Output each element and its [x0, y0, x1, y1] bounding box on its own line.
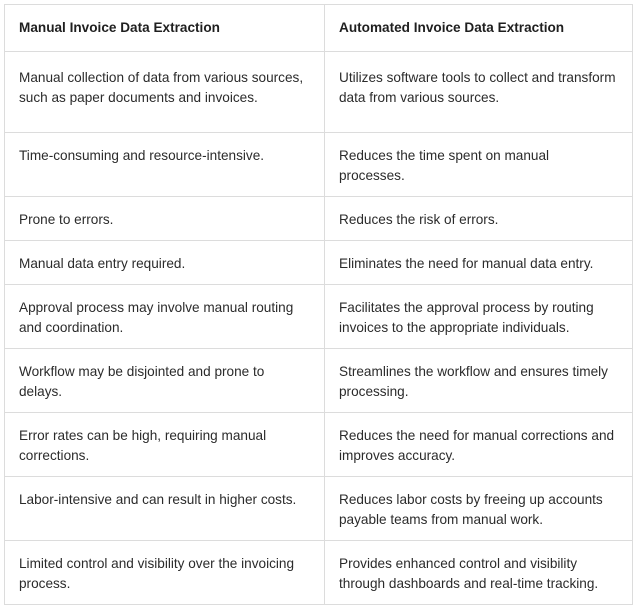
cell-text: Reduces the time spent on manual processes.: [339, 148, 550, 183]
cell-text: Workflow may be disjointed and prone to delays.: [19, 364, 265, 399]
cell-automated: [325, 349, 633, 413]
cell-text: Manual collection of data from various sources, such as paper documents and invoices.: [19, 70, 304, 105]
cell-manual: [5, 541, 325, 605]
header-manual: [5, 5, 325, 52]
cell-text: Streamlines the workflow and ensures timely processing.: [339, 364, 608, 399]
cell-text: Manual data entry required.: [19, 256, 186, 271]
table-row: [5, 285, 633, 349]
cell-text: Facilitates the approval process by routing invoices to the appropriate individuals.: [339, 300, 594, 335]
table-row: [5, 477, 633, 541]
cell-automated: [325, 133, 633, 197]
cell-manual: [5, 52, 325, 133]
cell-text: Labor-intensive and can result in higher costs.: [19, 492, 297, 507]
header-row: [5, 5, 633, 52]
header-automated: [325, 5, 633, 52]
cell-text: Utilizes software tools to collect and transform data from various sources.: [339, 70, 616, 105]
cell-text: Reduces the need for manual corrections and improves accuracy.: [339, 428, 615, 463]
cell-manual: [5, 241, 325, 285]
cell-automated: [325, 541, 633, 605]
table-row: [5, 197, 633, 241]
table-row: [5, 52, 633, 133]
cell-manual: [5, 285, 325, 349]
table-row: [5, 241, 633, 285]
cell-text: Reduces labor costs by freeing up accounts payable teams from manual work.: [339, 492, 603, 527]
cell-text: Time-consuming and resource-intensive.: [19, 148, 265, 163]
comparison-table-container: [4, 4, 632, 605]
header-manual-label: Manual Invoice Data Extraction: [19, 20, 220, 35]
table-header: [5, 5, 633, 52]
cell-text: Provides enhanced control and visibility through dashboards and real-time tracking.: [339, 556, 599, 591]
cell-manual: [5, 413, 325, 477]
cell-text: Reduces the risk of errors.: [339, 212, 499, 227]
cell-automated: [325, 477, 633, 541]
cell-automated: [325, 413, 633, 477]
cell-manual: [5, 477, 325, 541]
table-row: [5, 349, 633, 413]
cell-automated: [325, 241, 633, 285]
cell-manual: [5, 197, 325, 241]
header-automated-label: Automated Invoice Data Extraction: [339, 20, 565, 35]
cell-automated: [325, 285, 633, 349]
table-row: [5, 413, 633, 477]
cell-text: Prone to errors.: [19, 212, 114, 227]
cell-text: Error rates can be high, requiring manual corrections.: [19, 428, 267, 463]
table-row: [5, 133, 633, 197]
cell-automated: [325, 197, 633, 241]
cell-text: Limited control and visibility over the invoicing process.: [19, 556, 295, 591]
cell-text: Approval process may involve manual routing and coordination.: [19, 300, 294, 335]
table-row: [5, 541, 633, 605]
comparison-table: [4, 4, 633, 605]
cell-manual: [5, 349, 325, 413]
cell-text: Eliminates the need for manual data entry.: [339, 256, 594, 271]
cell-automated: [325, 52, 633, 133]
table-body: [5, 52, 633, 605]
cell-manual: [5, 133, 325, 197]
